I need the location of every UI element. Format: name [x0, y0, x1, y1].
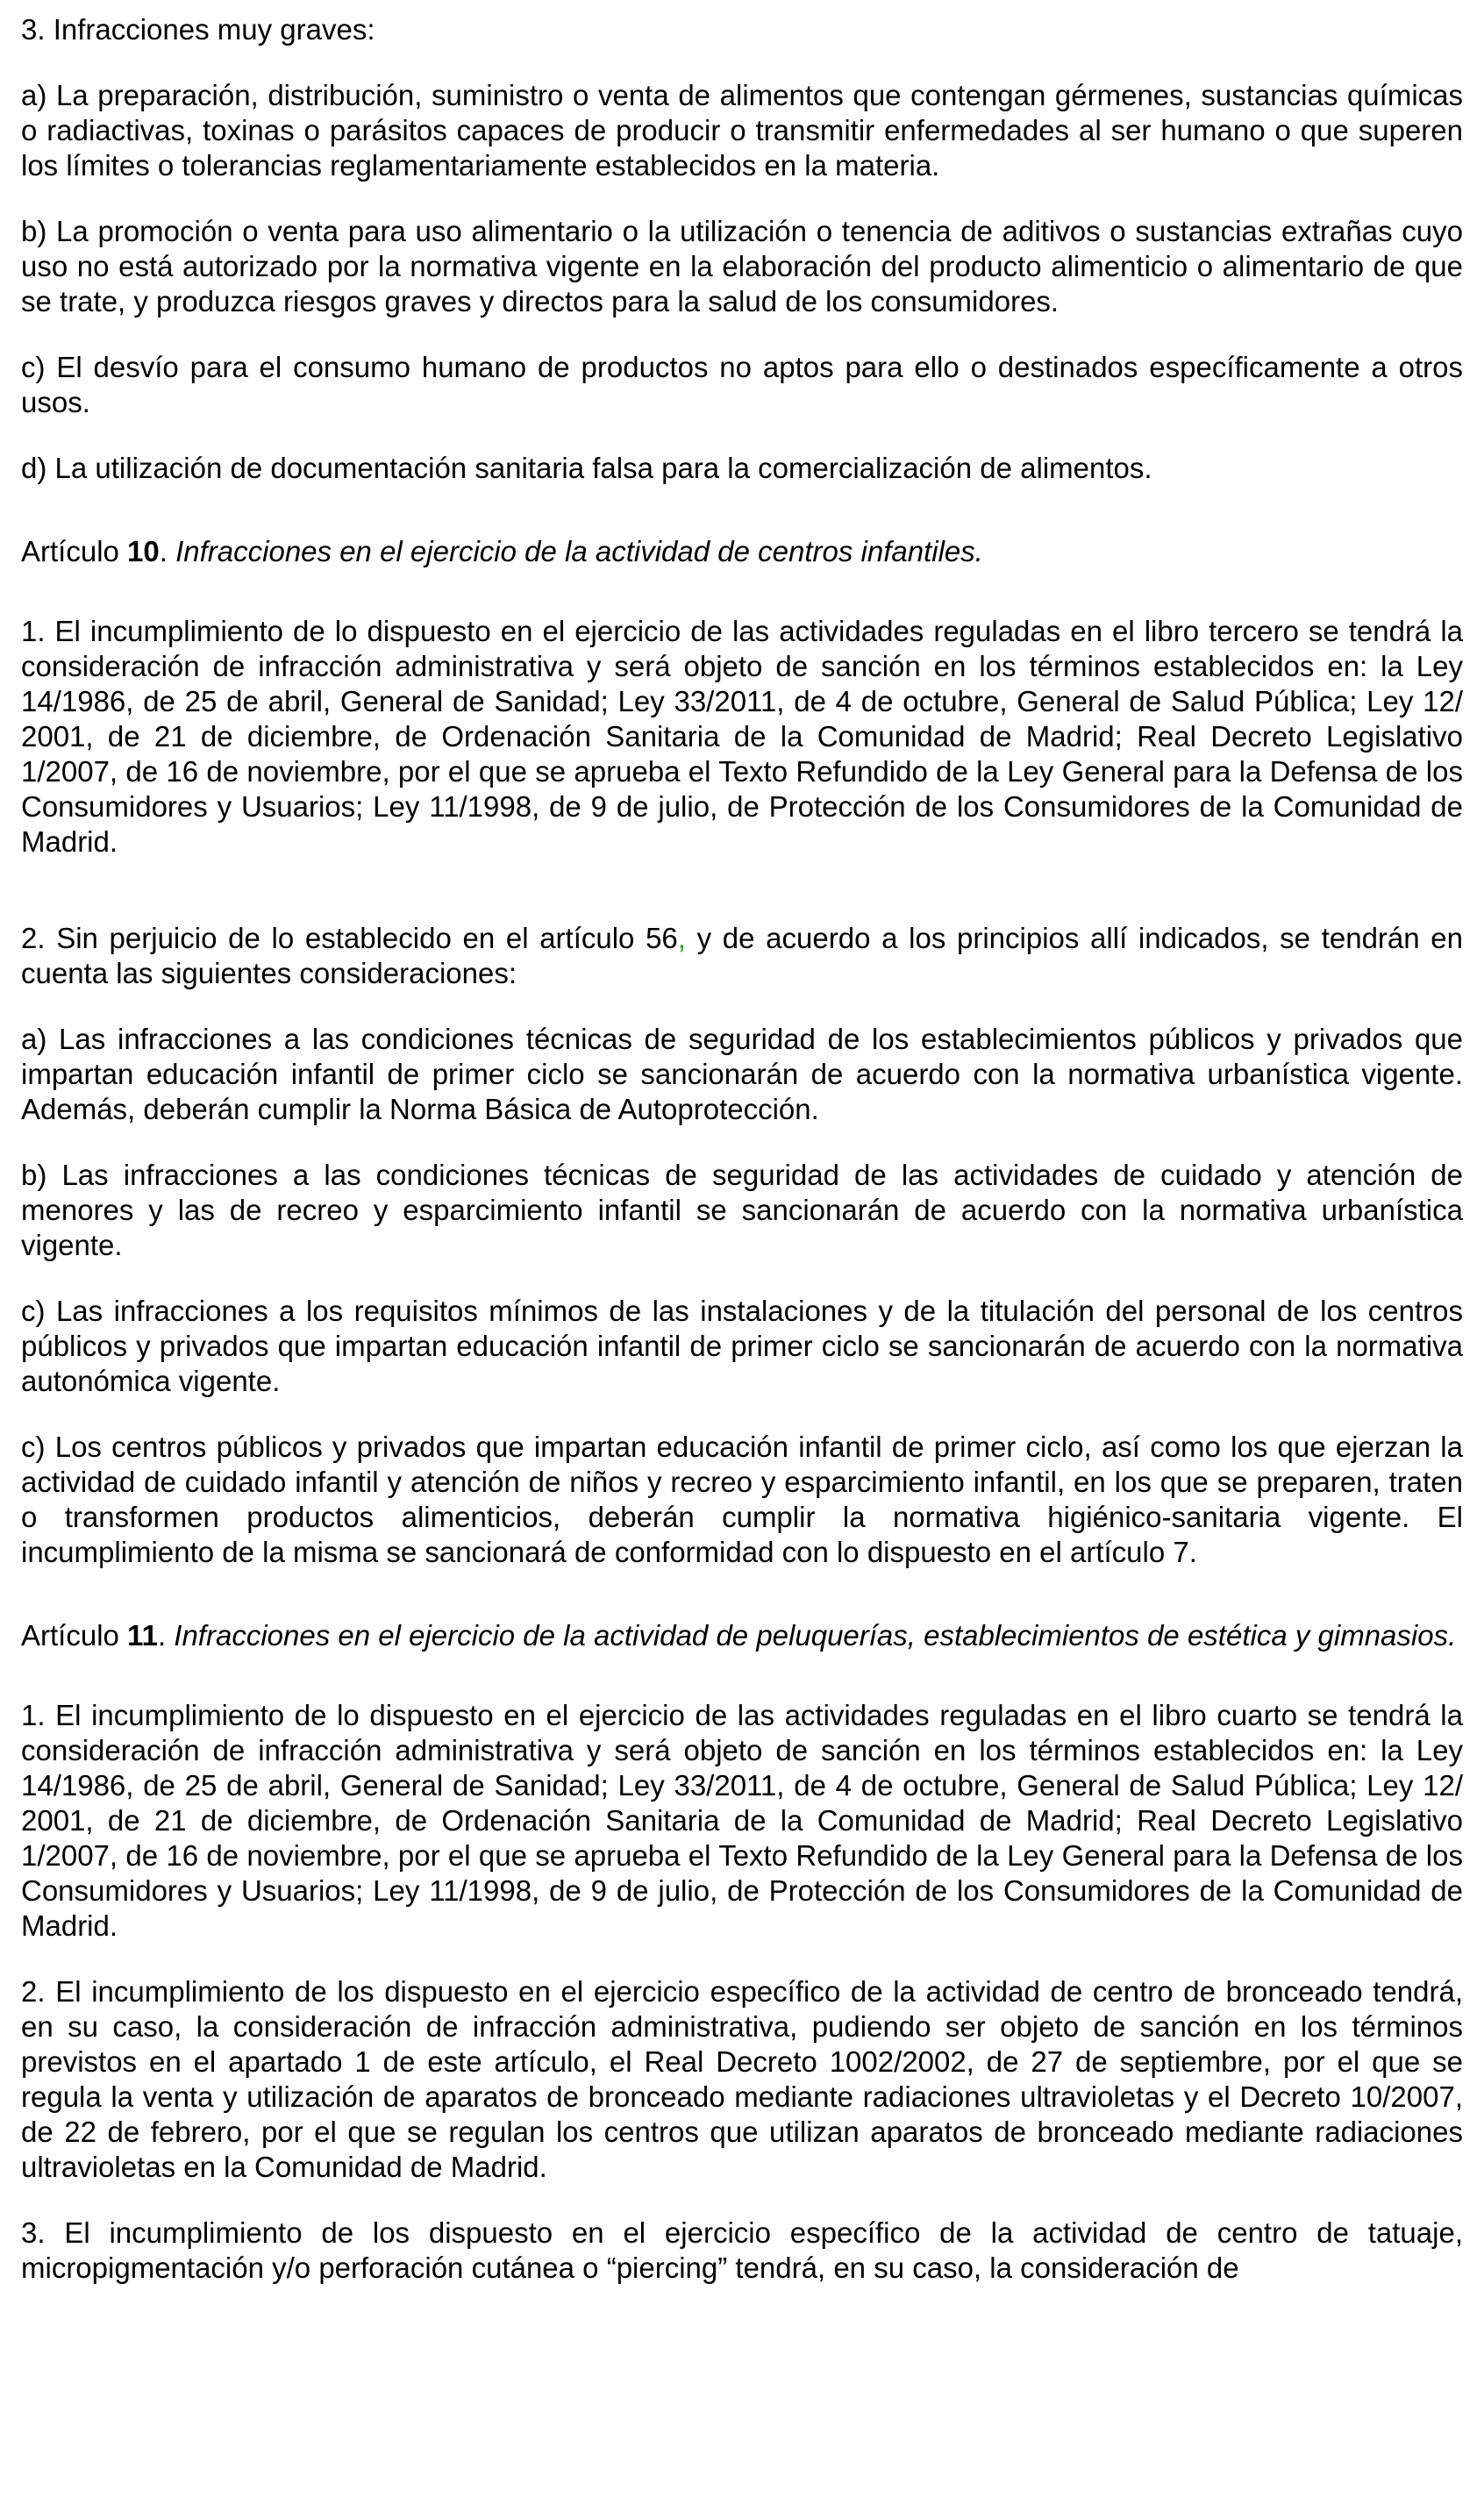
text-run-normal: b) La promoción o venta para uso alimentario o la utilización o tenencia de aditivos o sustancias extrañas cuyo uso no está autorizado por la normativa vigente en la elaboración del producto alimenticio o alimentario de que se trate, y produzca riesgos graves y directos para la salud de los consumidores.: [21, 215, 1463, 318]
green-comma: ,: [677, 922, 686, 954]
text-run-normal: y de acuerdo a los principios allí indicados, se tendrán en cuenta las siguientes consideraciones:: [21, 922, 1463, 989]
text-run-normal: .: [157, 1619, 175, 1652]
text-run-normal: Artículo: [21, 1619, 128, 1652]
text-run-normal: c) El desvío para el consumo humano de productos no aptos para ello o destinados específicamente a otros usos.: [21, 351, 1463, 418]
text-run-normal: 3. Infracciones muy graves:: [21, 13, 375, 46]
paragraph: [21, 1698, 1463, 1944]
paragraph: [21, 2216, 1463, 2286]
text-run-normal: 3. El incumplimiento de los dispuesto en el ejercicio específico de la actividad de centro de tatuaje, micropigmentación y/o perforación cutánea o “piercing” tendrá, en su caso, la consideración de: [21, 2216, 1463, 2284]
text-run-bold: 10: [127, 535, 160, 567]
article-heading: [21, 1618, 1463, 1653]
text-run-normal: .: [159, 535, 176, 567]
paragraph: [21, 1158, 1463, 1263]
text-run-normal: Artículo: [21, 535, 128, 567]
text-run-normal: 2. Sin perjuicio de lo establecido en el artículo 56: [21, 922, 678, 954]
paragraph: [21, 1974, 1463, 2185]
text-run-normal: 2. El incumplimiento de los dispuesto en el ejercicio específico de la actividad de centro de bronceado tendrá, en su caso, la consideración de infracción administrativa, pudiendo ser objeto de sanción en los términos previstos en el apartado 1 de este artículo, el Real Decreto 1002/2002, de 27 de septiembre, por el que se regula la venta y utilización de aparatos de bronceado mediante radiaciones ultravioletas y el Decreto 10/2007, de 22 de febrero, por el que se regulan los centros que utilizan aparatos de bronceado mediante radiaciones ultravioletas en la Comunidad de Madrid.: [21, 1975, 1463, 2183]
text-run-italic: Infracciones en el ejercicio de la actividad de centros infantiles.: [175, 535, 983, 567]
paragraph: [21, 614, 1463, 860]
paragraph: [21, 214, 1463, 319]
text-run-bold: 11: [127, 1619, 158, 1652]
text-run-normal: c) Las infracciones a los requisitos mínimos de las instalaciones y de la titulación del personal de los centros públicos y privados que impartan educación infantil de primer ciclo se sancionarán de acuerdo con la normativa autonómica vigente.: [21, 1295, 1463, 1397]
text-run-italic: Infracciones en el ejercicio de la actividad de peluquerías, establecimientos de estética y gimnasios.: [174, 1619, 1457, 1652]
paragraph: [21, 350, 1463, 420]
text-run-normal: a) Las infracciones a las condiciones técnicas de seguridad de los establecimientos públicos y privados que impartan educación infantil de primer ciclo se sancionarán de acuerdo con la normativa urbanística vigente. Además, deberán cumplir la Norma Básica de Autoprotección.: [21, 1023, 1463, 1125]
paragraph: [21, 1430, 1463, 1570]
paragraph: [21, 451, 1463, 486]
paragraph: [21, 921, 1463, 991]
text-run-normal: d) La utilización de documentación sanitaria falsa para la comercialización de alimentos.: [21, 452, 1152, 484]
text-run-normal: b) Las infracciones a las condiciones técnicas de seguridad de las actividades de cuidado y atención de menores y las de recreo y esparcimiento infantil se sancionarán de acuerdo con la normativa urbanística vigente.: [21, 1159, 1463, 1261]
paragraph: [21, 1294, 1463, 1399]
text-run-normal: 1. El incumplimiento de lo dispuesto en el ejercicio de las actividades reguladas en el libro cuarto se tendrá la consideración de infracción administrativa y será objeto de sanción en los términos establecidos en: la Ley 14/1986, de 25 de abril, General de Sanidad; Ley 33/2011, de 4 de octubre, General de Salud Pública; Ley 12/ 2001, de 21 de diciembre, de Ordenación Sanitaria de la Comunidad de Madrid; Real Decreto Legislativo 1/2007, de 16 de noviembre, por el que se aprueba el Texto Refundido de la Ley General para la Defensa de los Consumidores y Usuarios; Ley 11/1998, de 9 de julio, de Protección de los Consumidores de la Comunidad de Madrid.: [21, 1699, 1463, 1942]
text-run-normal: a) La preparación, distribución, suministro o venta de alimentos que contengan gérmenes, sustancias químicas o radiactivas, toxinas o parásitos capaces de producir o transmitir enfermedades al ser humano o que superen los límites o tolerancias reglamentariamente establecidos en la materia.: [21, 79, 1463, 182]
paragraph: [21, 12, 1463, 47]
paragraph: [21, 78, 1463, 183]
article-heading: [21, 534, 1463, 569]
text-run-normal: 1. El incumplimiento de lo dispuesto en el ejercicio de las actividades reguladas en el libro tercero se tendrá la consideración de infracción administrativa y será objeto de sanción en los términos establecidos en: la Ley 14/1986, de 25 de abril, General de Sanidad; Ley 33/2011, de 4 de octubre, General de Salud Pública; Ley 12/ 2001, de 21 de diciembre, de Ordenación Sanitaria de la Comunidad de Madrid; Real Decreto Legislativo 1/2007, de 16 de noviembre, por el que se aprueba el Texto Refundido de la Ley General para la Defensa de los Consumidores y Usuarios; Ley 11/1998, de 9 de julio, de Protección de los Consumidores de la Comunidad de Madrid.: [21, 615, 1463, 858]
paragraph: [21, 1022, 1463, 1127]
text-run-normal: c) Los centros públicos y privados que impartan educación infantil de primer ciclo, así como los que ejerzan la actividad de cuidado infantil y atención de niños y recreo y esparcimiento infantil, en los que se preparen, traten o transformen productos alimenticios, deberán cumplir la normativa higiénico-sanitaria vigente. El incumplimiento de la misma se sancionará de conformidad con lo dispuesto en el artículo 7.: [21, 1431, 1463, 1568]
